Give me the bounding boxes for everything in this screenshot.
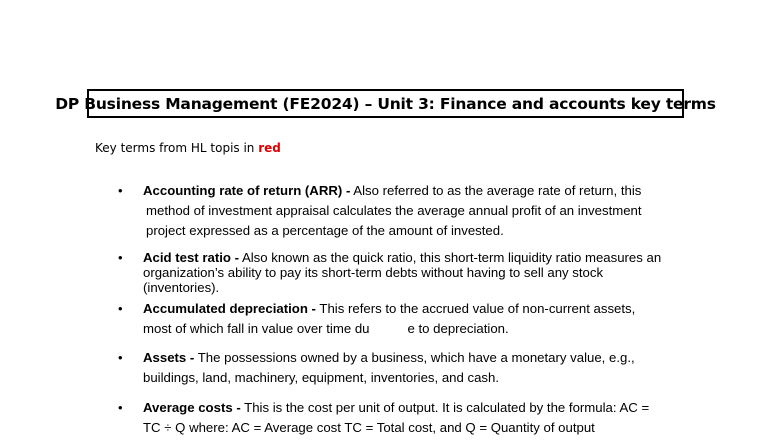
bullet-icon: • <box>118 250 123 265</box>
subtitle <box>95 141 281 155</box>
subtitle-text: Key terms from HL topis in <box>95 141 255 155</box>
document-title-box <box>55 89 716 118</box>
bullet-icon: • <box>118 183 123 198</box>
term-definition: buildings, land, machinery, equipment, inventories, and cash. <box>143 370 500 385</box>
bullet-icon: • <box>118 350 123 365</box>
list-item <box>143 398 703 438</box>
term-definition: e to depreciation. <box>407 321 509 336</box>
term-definition: This is the cost per unit of output. It is calculated by the formula: AC = <box>244 400 650 415</box>
document-title: DP Business Management (FE2024) – Unit 3: Finance and accounts key terms <box>55 94 716 113</box>
list-item <box>143 181 703 241</box>
term-definition: project expressed as a percentage of the amount of invested. <box>146 223 504 238</box>
term-definition: Also known as the quick ratio, this short-term liquidity ratio measures an <box>241 250 662 265</box>
term-name: Average costs - <box>143 400 241 415</box>
term-definition: TC ÷ Q where: AC = Average cost TC = Total cost, and Q = Quantity of output <box>143 420 595 435</box>
list-item <box>143 299 703 339</box>
bullet-icon: • <box>118 301 123 316</box>
term-definition: Also referred to as the average rate of return, this <box>353 183 642 198</box>
term-definition: (inventories). <box>143 280 220 295</box>
term-definition: organization’s ability to pay its short-term debts without having to sell any stock <box>143 265 604 280</box>
subtitle-highlight: red <box>258 141 281 155</box>
term-name: Accumulated depreciation - <box>143 301 316 316</box>
term-name: Acid test ratio - <box>143 250 239 265</box>
term-definition: This refers to the accrued value of non-current assets, <box>319 301 636 316</box>
list-item <box>143 250 703 295</box>
term-name: Accounting rate of return (ARR) - <box>143 183 351 198</box>
term-definition: most of which fall in value over time du <box>143 321 370 336</box>
list-item <box>143 348 703 388</box>
term-definition: method of investment appraisal calculates the average annual profit of an investment <box>146 203 642 218</box>
term-name: Assets - <box>143 350 195 365</box>
term-definition: The possessions owned by a business, which have a monetary value, e.g., <box>197 350 635 365</box>
bullet-icon: • <box>118 400 123 415</box>
